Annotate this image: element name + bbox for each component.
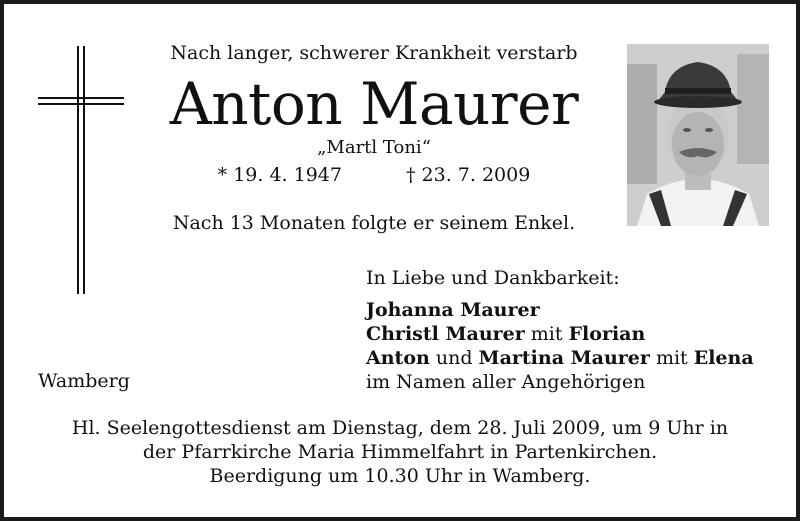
mourner-name: Anton <box>366 347 430 369</box>
connector-text: und <box>429 347 479 369</box>
service-line-1: Hl. Seelengottesdienst am Dienstag, dem 28. Juli 2009, um 9 Uhr in <box>71 417 729 439</box>
mourner-line-3 <box>366 346 754 370</box>
cross-icon <box>77 46 85 294</box>
service-line-2: der Pfarrkirche Maria Himmelfahrt in Partenkirchen. <box>142 441 658 463</box>
birth-date: * 19. 4. 1947 <box>217 164 342 186</box>
mourners-footer: im Namen aller Angehörigen <box>366 371 646 393</box>
death-date: † 23. 7. 2009 <box>406 164 531 186</box>
life-dates <box>104 164 644 186</box>
mourner-line-1 <box>366 298 754 322</box>
mourner-name: Elena <box>693 347 754 369</box>
portrait-photo <box>627 44 769 226</box>
connector-text: mit <box>649 347 694 369</box>
mourner-name: Florian <box>568 323 646 345</box>
service-info <box>4 416 796 488</box>
place-name: Wamberg <box>38 370 130 392</box>
mourner-name: Christl Maurer <box>366 323 525 345</box>
cross-icon-joint <box>77 97 85 105</box>
service-line-3: Beerdigung um 10.30 Uhr in Wamberg. <box>209 465 591 487</box>
nickname: „Martl Toni“ <box>317 137 431 158</box>
mourner-name: Martina Maurer <box>478 347 650 369</box>
intro-text: Nach langer, schwerer Krankheit verstarb <box>170 42 578 64</box>
connector-text: mit <box>524 323 569 345</box>
mourner-name: Johanna Maurer <box>366 299 540 321</box>
deceased-name: Anton Maurer <box>169 70 579 138</box>
mourners-heading: In Liebe und Dankbarkeit: <box>366 267 620 289</box>
memorial-note: Nach 13 Monaten folgte er seinem Enkel. <box>172 212 576 234</box>
mourners-block <box>366 266 754 394</box>
mourner-line-2 <box>366 322 754 346</box>
